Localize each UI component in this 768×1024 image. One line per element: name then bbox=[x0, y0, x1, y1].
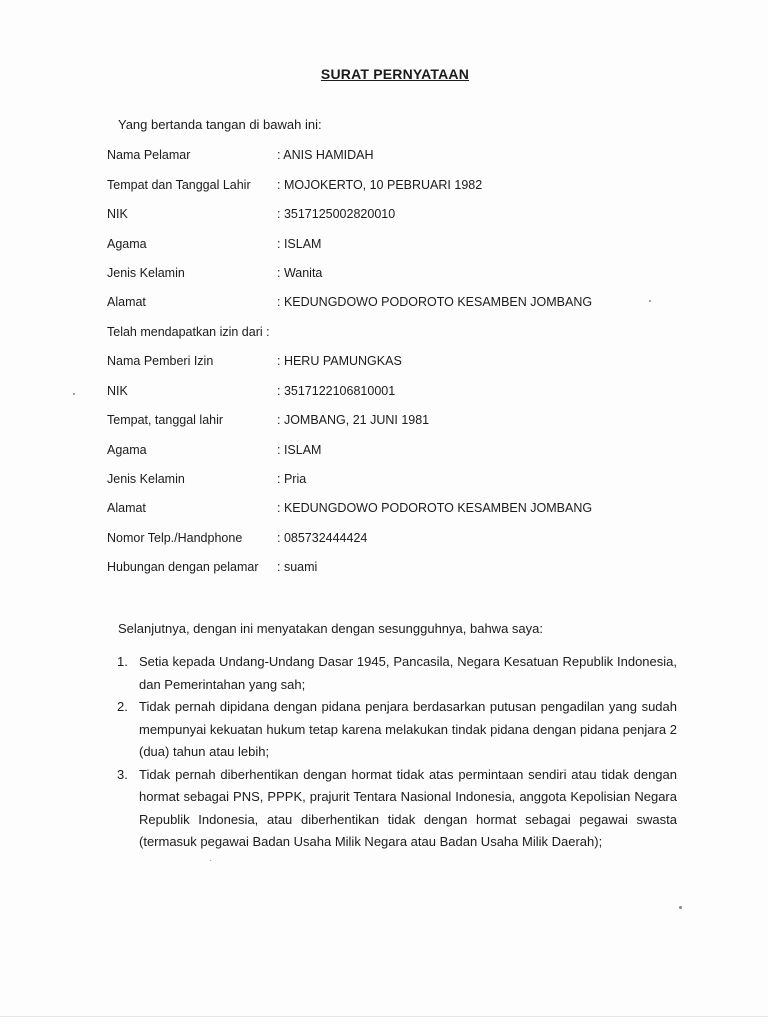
field-label: Alamat bbox=[107, 295, 146, 309]
field-label: Nomor Telp./Handphone bbox=[107, 531, 243, 545]
list-item bbox=[117, 764, 677, 854]
list-text: Tidak pernah diberhentikan dengan hormat tidak atas permintaan sendiri atau tidak dengan hormat sebagai PNS, PPPK, prajurit Tentara Nasional Indonesia, anggota Kepolisian Negara Republik Indonesia, atau diberhentikan tidak dengan hormat sebagai pegawai swasta (termasuk pegawai Badan Usaha Milik Negara atau Badan Usaha Milik Daerah); bbox=[139, 766, 677, 849]
field-value: : Pria bbox=[277, 472, 307, 486]
list-item bbox=[117, 696, 677, 764]
field-label: Agama bbox=[107, 237, 147, 251]
field-value: : 3517125002820010 bbox=[277, 207, 396, 221]
field-value: : 085732444424 bbox=[277, 531, 368, 545]
field-value: : HERU PAMUNGKAS bbox=[277, 354, 402, 368]
field-value: : ISLAM bbox=[277, 237, 322, 251]
scan-speck bbox=[210, 860, 211, 861]
field-label: Tempat dan Tanggal Lahir bbox=[107, 178, 251, 192]
field-value: : Wanita bbox=[277, 266, 323, 280]
statement-text: Selanjutnya, dengan ini menyatakan dengan sesungguhnya, bahwa saya: bbox=[118, 621, 543, 636]
field-label: Hubungan dengan pelamar bbox=[107, 560, 259, 574]
list-number: 2. bbox=[117, 699, 128, 714]
field-value: : KEDUNGDOWO PODOROTO KESAMBEN JOMBANG bbox=[277, 295, 593, 309]
field-label: Alamat bbox=[107, 501, 146, 515]
scan-speck bbox=[679, 906, 682, 909]
list-item bbox=[117, 651, 677, 696]
scan-speck bbox=[649, 300, 651, 302]
field-label: NIK bbox=[107, 384, 128, 398]
list-text: Setia kepada Undang-Undang Dasar 1945, Pancasila, Negara Kesatuan Republik Indonesia, dan Pemerintahan yang sah; bbox=[139, 654, 677, 692]
intro-text: Yang bertanda tangan di bawah ini: bbox=[118, 117, 322, 132]
field-value: : suami bbox=[277, 560, 318, 574]
field-value: : ANIS HAMIDAH bbox=[277, 148, 374, 162]
field-value: : JOMBANG, 21 JUNI 1981 bbox=[277, 413, 430, 427]
field-label: NIK bbox=[107, 207, 128, 221]
field-value: : MOJOKERTO, 10 PEBRUARI 1982 bbox=[277, 178, 483, 192]
field-value: : 3517122106810001 bbox=[277, 384, 396, 398]
list-number: 1. bbox=[117, 654, 128, 669]
field-value: : ISLAM bbox=[277, 443, 322, 457]
list-number: 3. bbox=[117, 766, 128, 782]
field-label: Jenis Kelamin bbox=[107, 266, 185, 280]
field-label: Nama Pemberi Izin bbox=[107, 354, 214, 368]
page-edge-divider bbox=[0, 1016, 768, 1017]
scan-speck bbox=[73, 393, 75, 395]
permission-heading: Telah mendapatkan izin dari : bbox=[107, 325, 270, 339]
document-title: SURAT PERNYATAAN bbox=[320, 66, 470, 82]
statement-list bbox=[117, 651, 677, 854]
field-label: Jenis Kelamin bbox=[107, 472, 185, 486]
field-value: : KEDUNGDOWO PODOROTO KESAMBEN JOMBANG bbox=[277, 501, 593, 515]
field-label: Tempat, tanggal lahir bbox=[107, 413, 224, 427]
field-label: Nama Pelamar bbox=[107, 148, 191, 162]
field-label: Agama bbox=[107, 443, 147, 457]
list-text: Tidak pernah dipidana dengan pidana penjara berdasarkan putusan pengadilan yang sudah mempunyai kekuatan hukum tetap karena melakukan tindak pidana dengan pidana penjara 2 (dua) tahun atau lebih; bbox=[139, 699, 677, 759]
